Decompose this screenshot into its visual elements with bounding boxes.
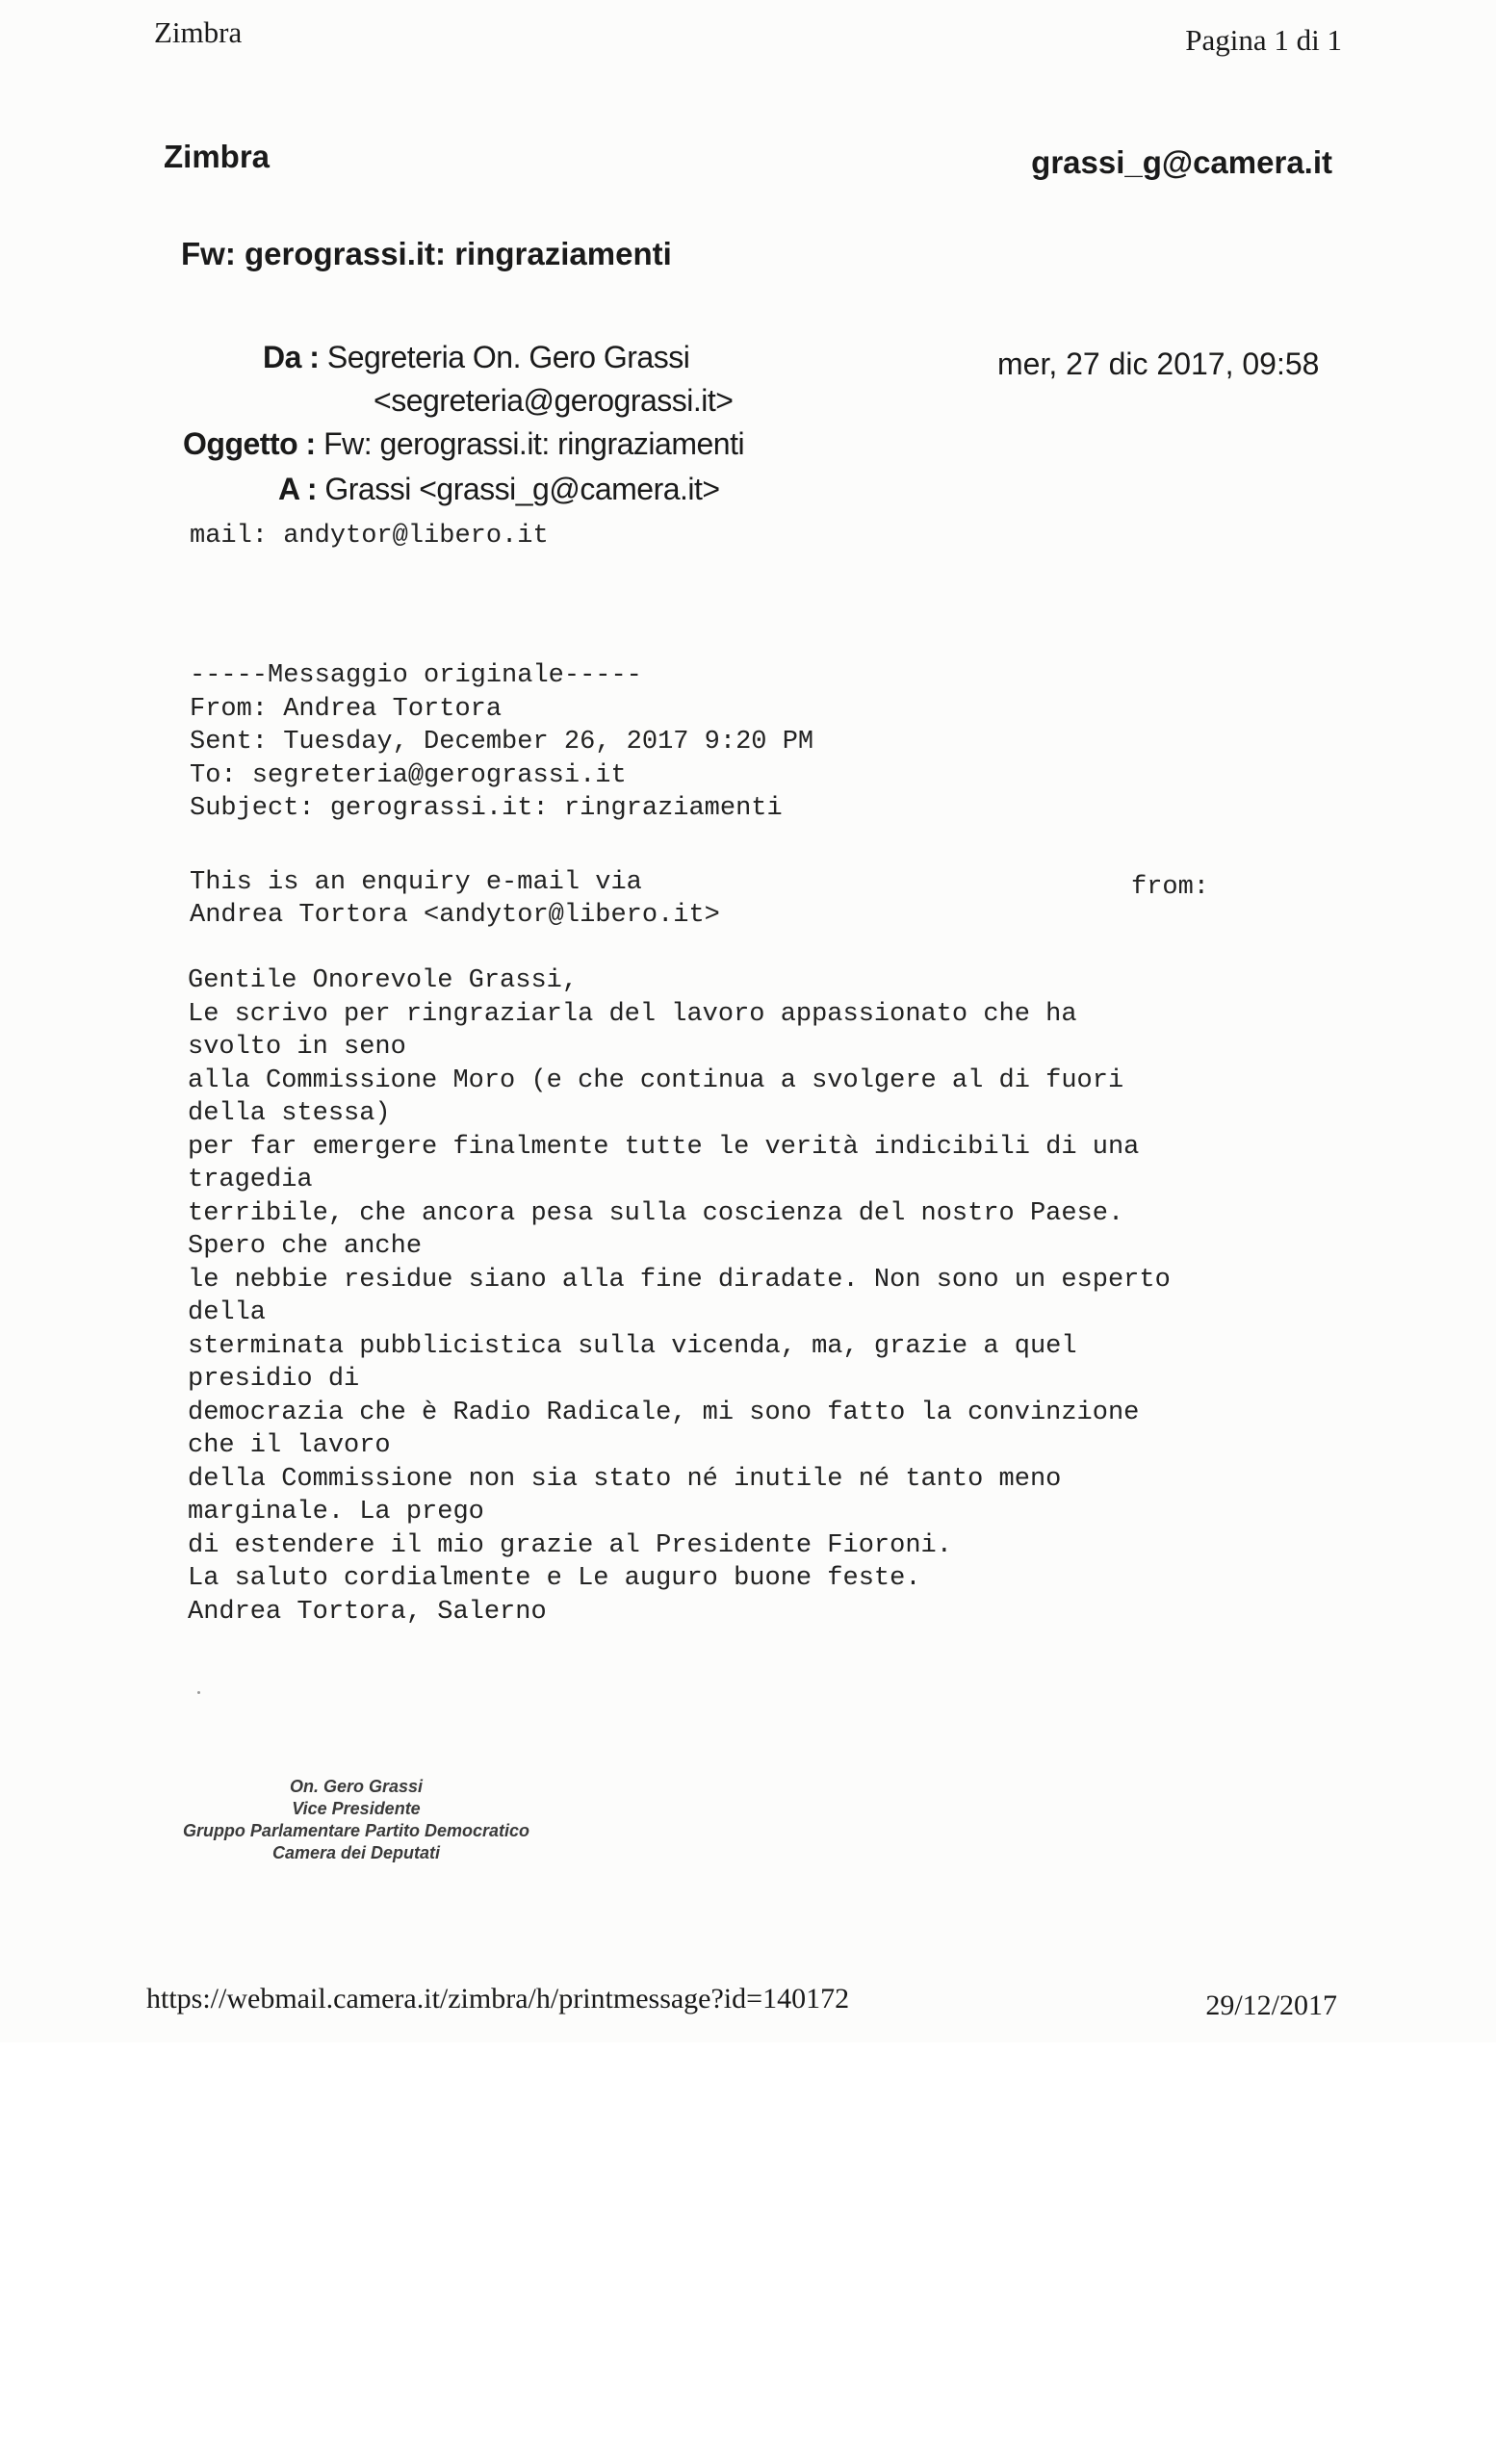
original-separator: -----Messaggio originale----- [190, 661, 642, 690]
letter-line: presidio di [188, 1365, 360, 1394]
from-address: <segreteria@gerograssi.it> [374, 383, 734, 418]
letter-line: democrazia che è Radio Radicale, mi sono fatto la convinzione [188, 1398, 1140, 1427]
original-sent: Sent: Tuesday, December 26, 2017 9:20 PM [190, 728, 814, 757]
signature-stamp [144, 1776, 568, 1864]
letter-line: Andrea Tortora, Salerno [188, 1597, 547, 1627]
letter-line: le nebbie residue siano alla fine diradate. Non sono un esperto [188, 1265, 1171, 1295]
letter-line: sterminata pubblicistica sulla vicenda, ma, grazie a quel [188, 1331, 1077, 1361]
letter-line: Gentile Onorevole Grassi, [188, 966, 579, 995]
original-to: To: segreteria@gerograssi.it [190, 760, 627, 790]
message-date: mer, 27 dic 2017, 09:58 [997, 346, 1320, 381]
letter-line: della Commissione non sia stato né inutile né tanto meno [188, 1464, 1062, 1494]
letter-line: per far emergere finalmente tutte le verità indicibili di una [188, 1132, 1140, 1162]
letter-line: Le scrivo per ringraziarla del lavoro appassionato che ha [188, 999, 1077, 1029]
app-name: Zimbra [164, 139, 271, 174]
print-header-title: Zimbra [154, 15, 243, 49]
stamp-chamber: Camera dei Deputati [271, 1843, 441, 1862]
enquiry-from-label: from: [1131, 873, 1210, 902]
original-from: From: Andrea Tortora [190, 694, 503, 724]
letter-line: di estendere il mio grazie al Presidente Fioroni. [188, 1530, 952, 1560]
from-row [263, 340, 689, 375]
subject-label: Oggetto : [183, 426, 316, 461]
letter-body [188, 964, 1171, 1629]
letter-line: La saluto cordialmente e Le auguro buone feste. [188, 1564, 921, 1593]
enquiry-line: This is an enquiry e-mail via [190, 868, 642, 897]
print-footer-url: https://webmail.camera.it/zimbra/h/printmessage?id=140172 [146, 1983, 850, 2015]
message-title: Fw: gerograssi.it: ringraziamenti [181, 236, 672, 271]
to-value: Grassi <grassi_g@camera.it> [324, 472, 720, 506]
subject-row [183, 426, 744, 462]
from-value: Segreteria On. Gero Grassi [326, 340, 690, 374]
letter-line: alla Commissione Moro (e che continua a svolgere al di fuori [188, 1065, 1124, 1095]
letter-line: svolto in seno [188, 1033, 406, 1062]
letter-line: terribile, che ancora pesa sulla coscienza del nostro Paese. [188, 1198, 1124, 1228]
print-footer-date: 29/12/2017 [1205, 1989, 1337, 2021]
from-label: Da : [263, 340, 320, 374]
enquiry-sender: Andrea Tortora <andytor@libero.it> [190, 901, 720, 930]
letter-line: che il lavoro [188, 1431, 391, 1460]
to-row [278, 472, 720, 507]
mail-line: mail: andytor@libero.it [190, 522, 549, 551]
letter-line: Spero che anche [188, 1232, 423, 1261]
to-label: A : [278, 472, 317, 506]
original-subject: Subject: gerograssi.it: ringraziamenti [190, 794, 783, 823]
letter-line: tragedia [188, 1166, 313, 1194]
letter-line: della stessa) [188, 1099, 391, 1128]
print-header-page-number: Pagina 1 di 1 [1185, 23, 1342, 57]
subject-value: Fw: gerograssi.it: ringraziamenti [323, 426, 745, 461]
stamp-role: Vice Presidente [292, 1799, 421, 1818]
stamp-group: Gruppo Parlamentare Partito Democratico [182, 1821, 530, 1840]
account-email: grassi_g@camera.it [1031, 144, 1332, 180]
stamp-name: On. Gero Grassi [289, 1777, 424, 1796]
scan-speck [197, 1691, 200, 1694]
letter-line: marginale. La prego [188, 1498, 484, 1527]
letter-line: della [188, 1298, 267, 1327]
original-message-header [190, 659, 813, 826]
